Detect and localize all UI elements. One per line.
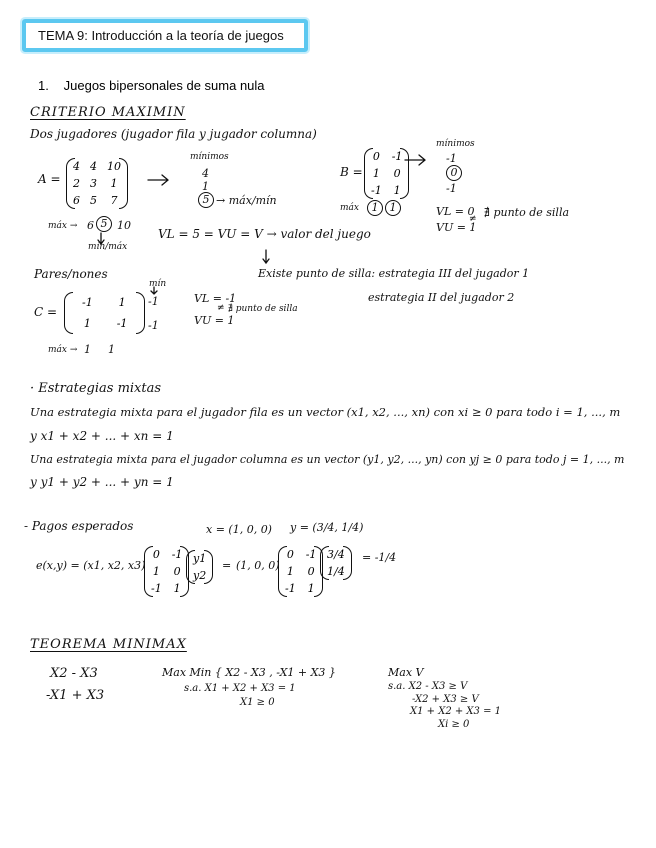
matrix-a-minimos-label: mínimos xyxy=(190,152,229,162)
saddle-point-text: Existe punto de silla: estrategia III del jugador 1 xyxy=(258,267,530,280)
section-title: Juegos bipersonales de suma nula xyxy=(63,78,265,93)
page-title: TEMA 9: Introducción a la teoría de juegos xyxy=(22,19,308,52)
saddle-point-text-2: estrategia II del jugador 2 xyxy=(368,291,515,304)
matrix-a-max-1: 6 xyxy=(87,219,94,232)
matrix-a-min-1: 4 xyxy=(202,167,209,180)
matrix-a-max-2: 5 xyxy=(96,216,112,232)
mixed-line-1: Una estrategia mixta para el jugador fila es un vector (x1, x2, ..., xn) con xi ≥ 0 para todo i = 1, ..., m xyxy=(30,405,621,419)
matrix-b-no-saddle: ∄ punto de silla xyxy=(484,206,570,219)
section-number: 1. xyxy=(38,78,49,93)
matrix-c-min-1: -1 xyxy=(148,295,159,308)
payoffs-result: = -1/4 xyxy=(362,551,397,564)
matrix-a-max-3: 10 xyxy=(117,219,131,232)
mixed-line-2: y x1 + x2 + ... + xn = 1 xyxy=(30,429,174,443)
game-value-equation: VL = 5 = VU = V → valor del juego xyxy=(158,227,371,241)
minimax-left-1: X2 - X3 xyxy=(50,666,98,681)
matrix-b-vl: VL = 0 xyxy=(436,205,475,218)
matrix-b-min-2: 0 xyxy=(446,165,462,181)
minimax-right-1: Max V xyxy=(388,666,424,679)
matrix-a-min-2: 1 xyxy=(202,180,209,193)
matrix-c-no-saddle: ∄ punto de silla xyxy=(228,304,298,314)
payoffs-x-value: (1, 0, 0) xyxy=(236,559,280,572)
matrix-a-maxmin-note: → máx/mín xyxy=(216,194,277,207)
matrix-b-max-label: máx xyxy=(340,203,359,213)
minimax-mid-2: s.a. X1 + X2 + X3 = 1 xyxy=(184,683,296,694)
matrix-b-label: B = xyxy=(340,165,363,179)
matrix-c: -1 1 1 -1 xyxy=(66,292,143,334)
payoffs-eq: = xyxy=(222,559,232,572)
minimax-right-2: s.a. X2 - X3 ≥ V xyxy=(388,681,468,692)
mixed-line-3: Una estrategia mixta para el jugador columna es un vector (y1, y2, ..., yn) con yj ≥ 0 para todo j = 1, ..., m xyxy=(30,453,625,466)
matrix-c-neq: ≠ xyxy=(217,303,225,313)
minimax-right-3: -X2 + X3 ≥ V xyxy=(412,694,479,705)
payoffs-heading: - Pagos esperados xyxy=(24,519,134,533)
matrix-b-max-1: 1 xyxy=(367,200,383,216)
matrix-a-min-3: 5 xyxy=(198,192,214,208)
matrix-a-max-label: máx → xyxy=(48,221,78,231)
mixed-strategies-heading: · Estrategias mixtas xyxy=(30,381,162,396)
matrix-c-vu: VU = 1 xyxy=(194,314,235,327)
maximin-intro: Dos jugadores (jugador fila y jugador columna) xyxy=(30,127,317,141)
minimax-right-5: Xi ≥ 0 xyxy=(438,719,470,730)
mixed-line-4: y y1 + y2 + ... + yn = 1 xyxy=(30,475,174,489)
matrix-b-max-2: 1 xyxy=(385,200,401,216)
matrix-a: 4 4 10 2 3 1 6 5 7 xyxy=(68,158,126,209)
arrow-a-to-minimos xyxy=(148,175,168,185)
matrix-b-vu: VU = 1 xyxy=(436,221,477,234)
arrow-down-saddle xyxy=(263,250,269,263)
section-heading xyxy=(38,78,265,93)
matrix-b: 0 -1 1 0 -1 1 xyxy=(366,148,407,199)
minimax-mid-3: X1 ≥ 0 xyxy=(240,697,275,708)
matrix-a-label: A = xyxy=(38,172,61,186)
minimax-mid-1: Max Min { X2 - X3 , -X1 + X3 } xyxy=(162,666,336,679)
minimax-heading: TEOREMA MINIMAX xyxy=(30,637,187,652)
payoffs-lhs: e(x,y) = (x1, x2, x3) xyxy=(36,559,146,572)
payoffs-y-def: y = (3/4, 1/4) xyxy=(290,521,364,534)
matrix-c-min-label: mín xyxy=(149,279,167,289)
payoff-matrix-2: 0 -1 1 0 -1 1 xyxy=(280,546,321,597)
payoff-y-vector: y1 y2 xyxy=(188,550,211,584)
matrix-b-neq: ≠ xyxy=(469,214,477,224)
minimax-left-2: -X1 + X3 xyxy=(46,688,105,703)
matrix-b-min-3: -1 xyxy=(446,182,457,195)
payoff-matrix-1: 0 -1 1 0 -1 1 xyxy=(146,546,187,597)
matrix-c-label: C = xyxy=(34,305,58,319)
matrix-c-min-2: -1 xyxy=(148,319,159,332)
maximin-heading: CRITERIO MAXIMIN xyxy=(30,105,186,120)
matrix-c-title: Pares/nones xyxy=(34,267,108,281)
payoffs-x-def: x = (1, 0, 0) xyxy=(206,523,272,536)
matrix-c-vl: VL = -1 xyxy=(194,292,237,305)
matrix-a-minmax-label: mín/máx xyxy=(88,242,128,252)
matrix-b-minimos-label: mínimos xyxy=(436,139,475,149)
matrix-c-max-label: máx → xyxy=(48,345,78,355)
matrix-c-max-1: 1 xyxy=(84,343,91,356)
minimax-right-4: X1 + X2 + X3 = 1 xyxy=(410,706,502,717)
payoff-y-value: 3/4 1/4 xyxy=(322,546,350,580)
matrix-c-max-2: 1 xyxy=(108,343,115,356)
matrix-b-min-1: -1 xyxy=(446,152,457,165)
